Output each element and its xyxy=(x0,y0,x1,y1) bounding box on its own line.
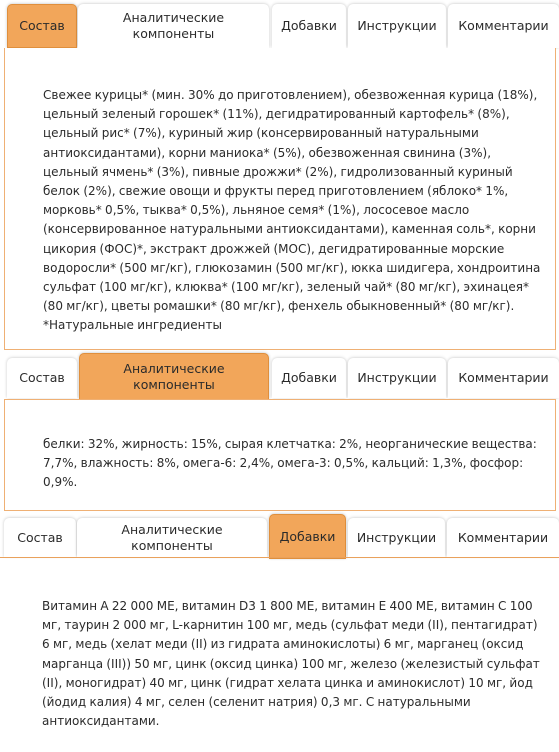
tab-comments[interactable]: Комментарии xyxy=(448,358,559,398)
tab-panel-composition xyxy=(4,48,556,350)
tab-bar-underline xyxy=(0,557,559,558)
tab-comments[interactable]: Комментарии xyxy=(448,4,559,48)
tab-composition[interactable]: Состав xyxy=(7,358,77,398)
composition-text: Свежее курицы* (мин. 30% до приготовлением), обезвоженная курица (18%), цельный зеленый горошек* (11%), дегидратированный картофель* (8%), цельный рис* (7%), куриный жир (консервированный натуральными антиоксидантами), корни маниока* (5%), обезвоженная свинина (3%), цельный ячмень* (3%), пивные дрожжи* (2%), гидролизованный куриный белок (2%), свежие овощи и фрукты перед приготовлением (яблоко* 1%, морковь* 0,5%, тыква* 0,5%), льняное семя* (1%), лососевое масло (консервированное натуральными антиоксидантами), каменная соль*, корни цикория (ФОС)*, экстракт дрожжей (МОС), дегидратированные морские водоросли* (500 мг/кг), глюкозамин (500 мг/кг), юкка шидигера, хондроитина сульфат (100 мг/кг), клюква* (100 мг/кг), зеленый чай* (80 мг/кг), эхинацея* (80 мг/кг), цветы ромашки* (80 мг/кг), фенхель обыкновенный* (80 мг/кг). *Натуральные ингредиенты xyxy=(43,88,541,333)
tab-composition[interactable]: Состав xyxy=(7,4,77,48)
tab-composition[interactable]: Состав xyxy=(4,518,76,557)
tab-section-additives xyxy=(0,512,559,752)
tab-panel-analytical xyxy=(4,399,556,511)
tab-instructions[interactable]: Инструкции xyxy=(348,4,446,48)
tab-analytical[interactable]: Аналитические компоненты xyxy=(79,353,269,400)
tab-additives[interactable]: Добавки xyxy=(272,358,346,398)
tab-instructions[interactable]: Инструкции xyxy=(348,518,445,557)
tab-analytical[interactable]: Аналитические компоненты xyxy=(78,4,269,48)
tab-instructions[interactable]: Инструкции xyxy=(348,358,446,398)
additives-text: Витамин A 22 000 МЕ, витамин D3 1 800 МЕ, витамин E 400 МЕ, витамин C 100 мг, таурин 2 000 мг, L-карнитин 100 мг, медь (сульфат меди (II), пентагидрат) 6 мг, медь (хелат меди (II) из гидрата аминокислоты) 6 мг, марганец (оксид марганца (III)) 50 мг, цинк (оксид цинка) 100 мг, железо (железистый сульфат (II), моногидрат) 40 мг, цинк (гидрат хелата цинка и аминокислот) 10 мг, йод (йодид калия) 4 мг, селен (селенит натрия) 0,3 мг. С натуральными антиоксидантами. xyxy=(42,599,540,729)
tab-section-composition xyxy=(0,0,559,352)
tab-additives[interactable]: Добавки xyxy=(269,514,346,559)
tab-additives[interactable]: Добавки xyxy=(272,4,346,48)
analytical-text: белки: 32%, жирность: 15%, сырая клетчатка: 2%, неорганические вещества: 7,7%, влажность: 8%, омега-6: 2,4%, омега-3: 0,5%, кальций: 1,3%, фосфор: 0,9%. xyxy=(43,437,537,490)
tab-analytical[interactable]: Аналитические компоненты xyxy=(77,518,267,557)
tab-section-analytical xyxy=(0,352,559,512)
tab-comments[interactable]: Комментарии xyxy=(447,518,559,557)
